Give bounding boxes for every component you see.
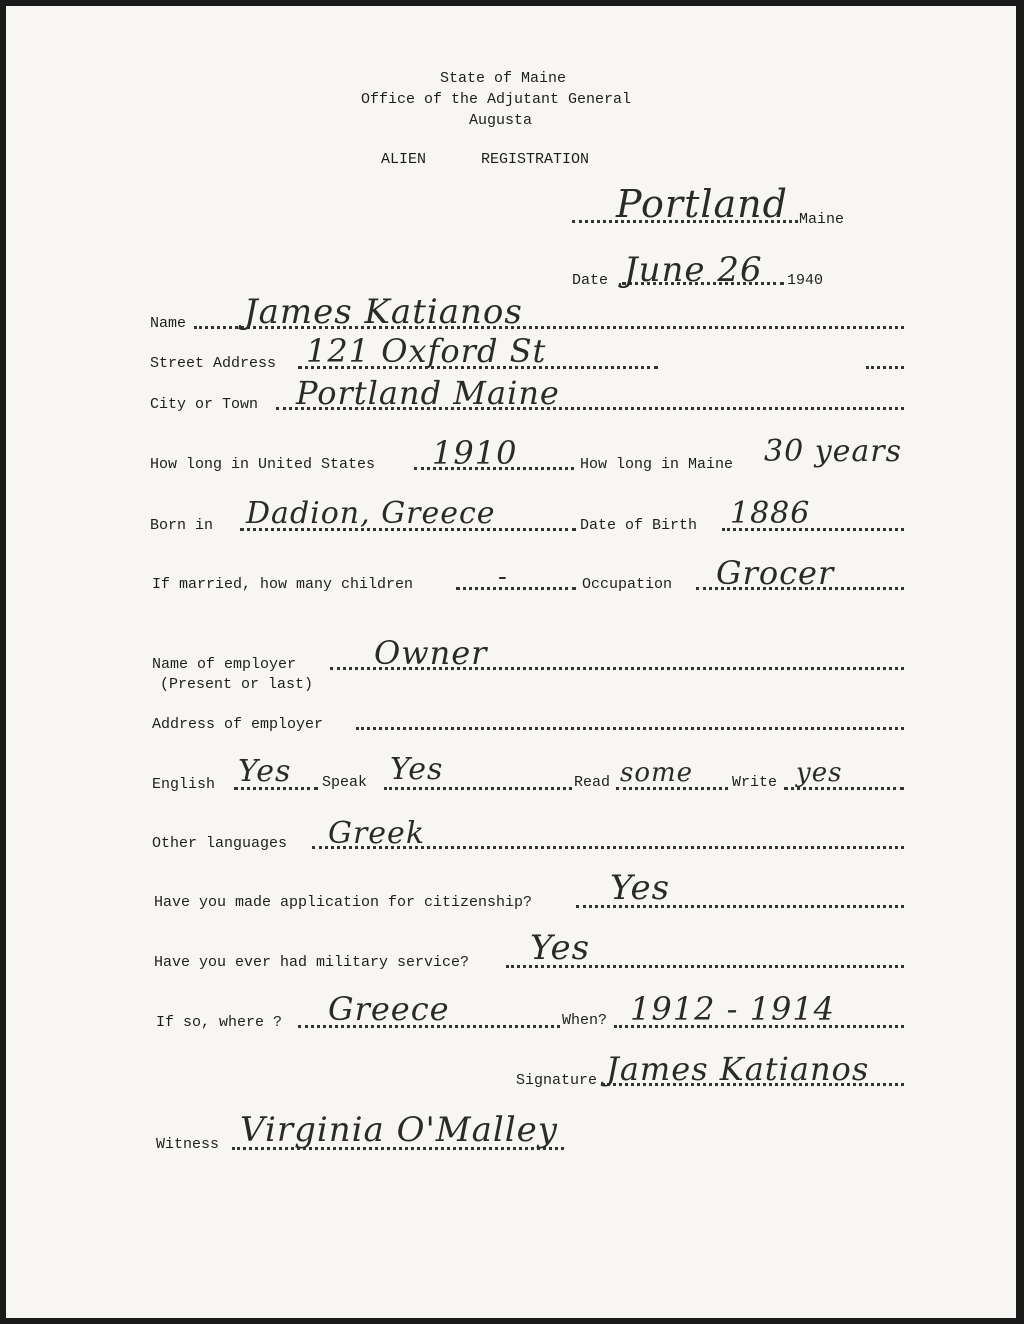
- in-maine-label: How long in Maine: [580, 456, 734, 473]
- in-us-value: 1910: [432, 434, 518, 472]
- witness-value: Virginia O'Malley: [240, 1110, 558, 1150]
- when-label: When?: [562, 1012, 608, 1029]
- header-city: Augusta: [469, 112, 533, 129]
- read-value: some: [620, 758, 694, 788]
- employer-value: Owner: [374, 634, 488, 672]
- name-label: Name: [150, 315, 187, 332]
- employer-label: Name of employer: [152, 656, 297, 673]
- speak-value: Yes: [390, 752, 444, 787]
- title-registration: REGISTRATION: [481, 151, 590, 168]
- military-value: Yes: [530, 928, 591, 968]
- when-value: 1912 - 1914: [630, 990, 836, 1028]
- witness-label: Witness: [156, 1136, 220, 1153]
- employer-address-dots: [356, 727, 904, 730]
- english-label: English: [152, 776, 216, 793]
- place-value: Portland: [616, 182, 788, 226]
- occupation-label: Occupation: [582, 576, 673, 593]
- write-label: Write: [732, 774, 778, 791]
- signature-value: James Katianos: [606, 1050, 870, 1088]
- speak-label: Speak: [322, 774, 368, 791]
- speak-dots: [384, 787, 572, 790]
- other-languages-label: Other languages: [152, 835, 288, 852]
- header-state: State of Maine: [440, 70, 567, 87]
- other-languages-value: Greek: [328, 816, 425, 851]
- children-dots: [456, 587, 576, 590]
- dob-label: Date of Birth: [580, 517, 698, 534]
- dob-value: 1886: [730, 496, 811, 531]
- where-label: If so, where ?: [156, 1014, 283, 1031]
- children-value: -: [498, 562, 508, 592]
- city-label: City or Town: [150, 396, 259, 413]
- read-label: Read: [574, 774, 611, 791]
- children-label: If married, how many children: [152, 576, 414, 593]
- name-value: James Katianos: [244, 292, 523, 332]
- street-value: 121 Oxford St: [306, 332, 547, 370]
- english-value: Yes: [238, 754, 292, 789]
- street-label: Street Address: [150, 355, 277, 372]
- citizenship-label: Have you made application for citizenship?: [154, 894, 533, 911]
- registration-form: [6, 6, 1016, 1318]
- in-us-label: How long in United States: [150, 456, 376, 473]
- born-value: Dadion, Greece: [246, 496, 496, 531]
- place-suffix: Maine: [799, 211, 845, 228]
- street-dots-end: [866, 366, 904, 369]
- citizenship-value: Yes: [610, 868, 671, 908]
- date-label: Date: [572, 272, 609, 289]
- employer-address-label: Address of employer: [152, 716, 324, 733]
- header-office: Office of the Adjutant General: [361, 91, 632, 108]
- in-maine-value: 30 years: [764, 434, 903, 469]
- signature-label: Signature: [516, 1072, 598, 1089]
- date-value: June 26: [624, 250, 763, 290]
- born-label: Born in: [150, 517, 214, 534]
- where-value: Greece: [328, 990, 450, 1028]
- date-year: 1940: [787, 272, 824, 289]
- city-value: Portland Maine: [296, 374, 560, 412]
- title-alien: ALIEN: [381, 151, 427, 168]
- military-label: Have you ever had military service?: [154, 954, 470, 971]
- occupation-value: Grocer: [716, 554, 835, 592]
- employer-sublabel: (Present or last): [160, 676, 314, 693]
- write-value: yes: [796, 758, 843, 788]
